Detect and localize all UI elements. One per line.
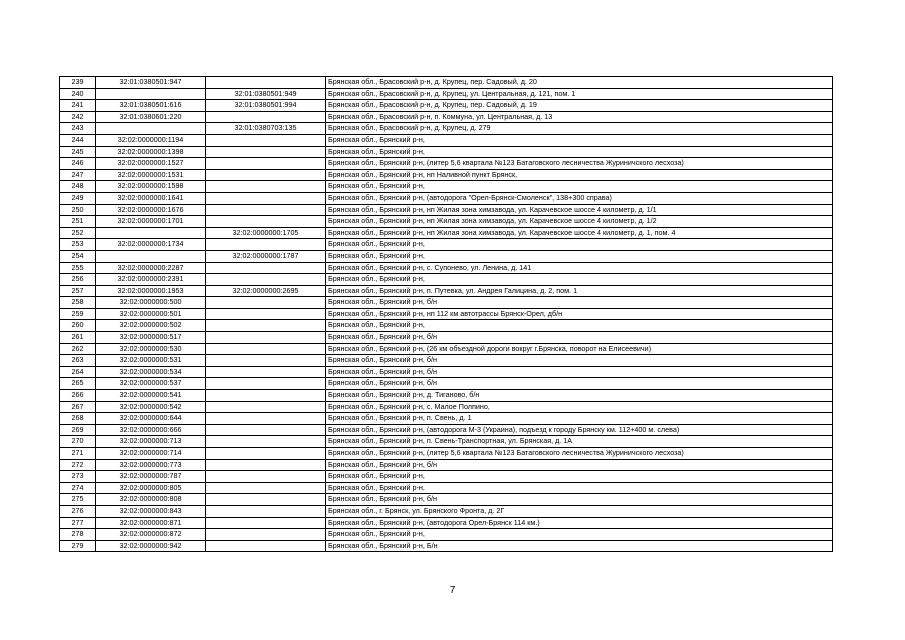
table-row xyxy=(60,540,833,552)
address-cell: Брянская обл., Брянский р-н, xyxy=(326,181,833,193)
address-cell: Брянская обл., Брянский р-н, (26 км объездной дороги вокруг г.Брянска, поворот на Елисеевичи) xyxy=(326,343,833,355)
address-cell: Брянская обл., Брянский р-н, xyxy=(326,471,833,483)
address-cell: Брянская обл., Брянский р-н, xyxy=(326,274,833,286)
row-number-cell: 266 xyxy=(60,390,96,402)
old-cadastral-number-cell: 32:02:0000000:1598 xyxy=(96,181,206,193)
old-cadastral-number-cell: 32:01:0380501:616 xyxy=(96,100,206,112)
row-number-cell: 244 xyxy=(60,134,96,146)
address-cell: Брянская обл., Брянский р-н, б/н xyxy=(326,366,833,378)
new-cadastral-number-cell: 32:01:0380703:135 xyxy=(206,123,326,135)
table-row xyxy=(60,401,833,413)
old-cadastral-number-cell: 32:02:0000000:541 xyxy=(96,390,206,402)
new-cadastral-number-cell xyxy=(206,540,326,552)
old-cadastral-number-cell: 32:02:0000000:1531 xyxy=(96,169,206,181)
row-number-cell: 251 xyxy=(60,216,96,228)
address-cell: Брянская обл., Брасовский р-н, п. Коммуна, ул. Центральная, д. 13 xyxy=(326,111,833,123)
old-cadastral-number-cell: 32:02:0000000:787 xyxy=(96,471,206,483)
new-cadastral-number-cell: 32:02:0000000:1787 xyxy=(206,250,326,262)
address-cell: Брянская обл., Брянский р-н, б/н xyxy=(326,378,833,390)
row-number-cell: 273 xyxy=(60,471,96,483)
old-cadastral-number-cell xyxy=(96,88,206,100)
table-row xyxy=(60,448,833,460)
address-cell: Брянская обл., Брянский р-н, д. Тиганово, б/н xyxy=(326,390,833,402)
address-cell: Брянская обл., Брянский р-н, б/н xyxy=(326,332,833,344)
new-cadastral-number-cell xyxy=(206,332,326,344)
address-cell: Брянская обл., Брянский р-н, Б/н xyxy=(326,540,833,552)
address-cell: Брянская обл., Брянский р-н, (литер 5,6 квартала №123 Батаговского лесничества Журиничского лесхоза) xyxy=(326,448,833,460)
row-number-cell: 239 xyxy=(60,77,96,89)
table-row xyxy=(60,494,833,506)
address-cell: Брянская обл., Брянский р-н, (автодорога "Орел-Брянск-Смоленск", 138+300 справа) xyxy=(326,192,833,204)
row-number-cell: 257 xyxy=(60,285,96,297)
old-cadastral-number-cell: 32:02:0000000:517 xyxy=(96,332,206,344)
row-number-cell: 278 xyxy=(60,529,96,541)
new-cadastral-number-cell xyxy=(206,366,326,378)
row-number-cell: 261 xyxy=(60,332,96,344)
address-cell: Брянская обл., Брянский р-н, б/н xyxy=(326,297,833,309)
old-cadastral-number-cell: 32:02:0000000:1527 xyxy=(96,158,206,170)
address-cell: Брянская обл., Брянский р-н, нп Жилая зона химзавода, ул. Карачевское шоссе 4 километр, д. 1/2 xyxy=(326,216,833,228)
row-number-cell: 248 xyxy=(60,181,96,193)
table-row xyxy=(60,390,833,402)
row-number-cell: 276 xyxy=(60,505,96,517)
address-cell: Брянская обл., Брянский р-н, с. Супонево, ул. Ленина, д. 141 xyxy=(326,262,833,274)
table-row xyxy=(60,250,833,262)
address-cell: Брянская обл., г. Брянск, ул. Брянского Фронта, д. 2Г xyxy=(326,505,833,517)
table-body xyxy=(60,77,833,552)
table-row xyxy=(60,308,833,320)
new-cadastral-number-cell xyxy=(206,77,326,89)
address-cell: Брянская обл., Брасовский р-н, д. Крупец, пер. Садовый, д. 20 xyxy=(326,77,833,89)
row-number-cell: 240 xyxy=(60,88,96,100)
new-cadastral-number-cell xyxy=(206,471,326,483)
address-cell: Брянская обл., Брянский р-н, xyxy=(326,134,833,146)
address-cell: Брянская обл., Брянский р-н, нп Наливной пункт Брянск, xyxy=(326,169,833,181)
new-cadastral-number-cell xyxy=(206,158,326,170)
row-number-cell: 264 xyxy=(60,366,96,378)
address-cell: Брянская обл., Брянский р-н, нп Жилая зона химзавода, ул. Карачевское шоссе 4 километр, д. 1/1 xyxy=(326,204,833,216)
row-number-cell: 250 xyxy=(60,204,96,216)
new-cadastral-number-cell xyxy=(206,204,326,216)
table-row xyxy=(60,378,833,390)
address-cell: Брянская обл., Брянский р-н, (литер 5,6 квартала №123 Батаговского лесничества Журиничского лесхоза) xyxy=(326,158,833,170)
old-cadastral-number-cell: 32:02:0000000:1398 xyxy=(96,146,206,158)
table-row xyxy=(60,285,833,297)
row-number-cell: 242 xyxy=(60,111,96,123)
row-number-cell: 279 xyxy=(60,540,96,552)
address-cell: Брянская обл., Брасовский р-н, д. Крупец, д. 279 xyxy=(326,123,833,135)
new-cadastral-number-cell xyxy=(206,308,326,320)
row-number-cell: 256 xyxy=(60,274,96,286)
new-cadastral-number-cell xyxy=(206,459,326,471)
table-row xyxy=(60,158,833,170)
new-cadastral-number-cell xyxy=(206,494,326,506)
old-cadastral-number-cell xyxy=(96,250,206,262)
row-number-cell: 268 xyxy=(60,413,96,425)
old-cadastral-number-cell: 32:02:0000000:871 xyxy=(96,517,206,529)
table-row xyxy=(60,471,833,483)
old-cadastral-number-cell: 32:02:0000000:808 xyxy=(96,494,206,506)
row-number-cell: 249 xyxy=(60,192,96,204)
old-cadastral-number-cell: 32:02:0000000:666 xyxy=(96,424,206,436)
table-row xyxy=(60,181,833,193)
row-number-cell: 254 xyxy=(60,250,96,262)
old-cadastral-number-cell: 32:02:0000000:1734 xyxy=(96,239,206,251)
old-cadastral-number-cell: 32:02:0000000:501 xyxy=(96,308,206,320)
address-cell: Брянская обл., Брасовский р-н, д. Крупец, ул. Центральная, д. 121, пом. 1 xyxy=(326,88,833,100)
address-cell: Брянская обл., Брянский р-н, нп Жилая зона химзавода, ул. Карачевское шоссе 4 километр, д. 1, пом. 4 xyxy=(326,227,833,239)
old-cadastral-number-cell: 32:02:0000000:1641 xyxy=(96,192,206,204)
table-row xyxy=(60,216,833,228)
table-row xyxy=(60,332,833,344)
row-number-cell: 245 xyxy=(60,146,96,158)
address-cell: Брянская обл., Брянский р-н, xyxy=(326,529,833,541)
table-row xyxy=(60,100,833,112)
new-cadastral-number-cell xyxy=(206,320,326,332)
row-number-cell: 274 xyxy=(60,482,96,494)
new-cadastral-number-cell xyxy=(206,343,326,355)
address-cell: Брянская обл., Брянский р-н, п. Свень, д. 1 xyxy=(326,413,833,425)
row-number-cell: 241 xyxy=(60,100,96,112)
old-cadastral-number-cell xyxy=(96,123,206,135)
table-row xyxy=(60,134,833,146)
table-row xyxy=(60,123,833,135)
old-cadastral-number-cell: 32:02:0000000:2287 xyxy=(96,262,206,274)
table-row xyxy=(60,436,833,448)
table-row xyxy=(60,343,833,355)
old-cadastral-number-cell: 32:02:0000000:542 xyxy=(96,401,206,413)
table-row xyxy=(60,88,833,100)
old-cadastral-number-cell: 32:01:0380601:220 xyxy=(96,111,206,123)
row-number-cell: 247 xyxy=(60,169,96,181)
old-cadastral-number-cell: 32:02:0000000:500 xyxy=(96,297,206,309)
cadastral-table xyxy=(59,76,833,552)
row-number-cell: 263 xyxy=(60,355,96,367)
new-cadastral-number-cell xyxy=(206,413,326,425)
old-cadastral-number-cell: 32:02:0000000:534 xyxy=(96,366,206,378)
table-row xyxy=(60,204,833,216)
new-cadastral-number-cell xyxy=(206,181,326,193)
table-row xyxy=(60,366,833,378)
address-cell: Брянская обл., Брянский р-н, п. Свень-Транспортная, ул. Брянская, д. 1А xyxy=(326,436,833,448)
row-number-cell: 275 xyxy=(60,494,96,506)
old-cadastral-number-cell: 32:02:0000000:1676 xyxy=(96,204,206,216)
row-number-cell: 270 xyxy=(60,436,96,448)
row-number-cell: 265 xyxy=(60,378,96,390)
table-row xyxy=(60,320,833,332)
address-cell: Брянская обл., Брасовский р-н, д. Крупец, пер. Садовый, д. 19 xyxy=(326,100,833,112)
table-row xyxy=(60,77,833,89)
new-cadastral-number-cell xyxy=(206,505,326,517)
old-cadastral-number-cell: 32:02:0000000:713 xyxy=(96,436,206,448)
new-cadastral-number-cell xyxy=(206,239,326,251)
address-cell: Брянская обл., Брянский р-н, нп 112 км автотрассы Брянск-Орел, дб/н xyxy=(326,308,833,320)
address-cell: Брянская обл., Брянский р-н, б/н xyxy=(326,494,833,506)
new-cadastral-number-cell xyxy=(206,390,326,402)
old-cadastral-number-cell: 32:02:0000000:773 xyxy=(96,459,206,471)
new-cadastral-number-cell xyxy=(206,482,326,494)
row-number-cell: 271 xyxy=(60,448,96,460)
table-row xyxy=(60,169,833,181)
address-cell: Брянская обл., Брянский р-н, xyxy=(326,482,833,494)
address-cell: Брянская обл., Брянский р-н, (автодорога М-3 (Украина), подъезд к городу Брянску км. 112+400 м. слева) xyxy=(326,424,833,436)
table-row xyxy=(60,111,833,123)
old-cadastral-number-cell: 32:02:0000000:942 xyxy=(96,540,206,552)
new-cadastral-number-cell xyxy=(206,111,326,123)
table-row xyxy=(60,274,833,286)
table-row xyxy=(60,227,833,239)
table-row xyxy=(60,297,833,309)
row-number-cell: 253 xyxy=(60,239,96,251)
address-cell: Брянская обл., Брянский р-н, б/н xyxy=(326,355,833,367)
row-number-cell: 252 xyxy=(60,227,96,239)
new-cadastral-number-cell xyxy=(206,529,326,541)
row-number-cell: 243 xyxy=(60,123,96,135)
new-cadastral-number-cell xyxy=(206,355,326,367)
new-cadastral-number-cell xyxy=(206,262,326,274)
old-cadastral-number-cell: 32:02:0000000:805 xyxy=(96,482,206,494)
old-cadastral-number-cell: 32:02:0000000:714 xyxy=(96,448,206,460)
row-number-cell: 260 xyxy=(60,320,96,332)
address-cell: Брянская обл., Брянский р-н, xyxy=(326,146,833,158)
table-row xyxy=(60,239,833,251)
new-cadastral-number-cell: 32:02:0000000:2695 xyxy=(206,285,326,297)
old-cadastral-number-cell xyxy=(96,227,206,239)
table-row xyxy=(60,459,833,471)
new-cadastral-number-cell xyxy=(206,448,326,460)
row-number-cell: 262 xyxy=(60,343,96,355)
new-cadastral-number-cell: 32:01:0380501:949 xyxy=(206,88,326,100)
new-cadastral-number-cell xyxy=(206,378,326,390)
table-row xyxy=(60,517,833,529)
row-number-cell: 258 xyxy=(60,297,96,309)
old-cadastral-number-cell: 32:02:0000000:537 xyxy=(96,378,206,390)
new-cadastral-number-cell xyxy=(206,297,326,309)
address-cell: Брянская обл., Брянский р-н, xyxy=(326,239,833,251)
table-row xyxy=(60,529,833,541)
old-cadastral-number-cell: 32:02:0000000:2391 xyxy=(96,274,206,286)
new-cadastral-number-cell xyxy=(206,274,326,286)
row-number-cell: 272 xyxy=(60,459,96,471)
old-cadastral-number-cell: 32:02:0000000:1953 xyxy=(96,285,206,297)
old-cadastral-number-cell: 32:02:0000000:530 xyxy=(96,343,206,355)
new-cadastral-number-cell xyxy=(206,192,326,204)
address-cell: Брянская обл., Брянский р-н, с. Малое Полпино, xyxy=(326,401,833,413)
table-row xyxy=(60,413,833,425)
new-cadastral-number-cell xyxy=(206,517,326,529)
table-row xyxy=(60,424,833,436)
table-row xyxy=(60,146,833,158)
old-cadastral-number-cell: 32:02:0000000:531 xyxy=(96,355,206,367)
new-cadastral-number-cell xyxy=(206,436,326,448)
address-cell: Брянская обл., Брянский р-н, б/н xyxy=(326,459,833,471)
new-cadastral-number-cell xyxy=(206,169,326,181)
row-number-cell: 269 xyxy=(60,424,96,436)
table-row xyxy=(60,482,833,494)
row-number-cell: 255 xyxy=(60,262,96,274)
table-row xyxy=(60,355,833,367)
old-cadastral-number-cell: 32:01:0380501:947 xyxy=(96,77,206,89)
table-row xyxy=(60,192,833,204)
address-cell: Брянская обл., Брянский р-н, xyxy=(326,250,833,262)
page-number: 7 xyxy=(449,585,456,596)
address-cell: Брянская обл., Брянский р-н, (автодорога Орел-Брянск 114 км.) xyxy=(326,517,833,529)
new-cadastral-number-cell xyxy=(206,216,326,228)
address-cell: Брянская обл., Брянский р-н, xyxy=(326,320,833,332)
table-row xyxy=(60,505,833,517)
new-cadastral-number-cell xyxy=(206,424,326,436)
old-cadastral-number-cell: 32:02:0000000:1194 xyxy=(96,134,206,146)
old-cadastral-number-cell: 32:02:0000000:644 xyxy=(96,413,206,425)
old-cadastral-number-cell: 32:02:0000000:843 xyxy=(96,505,206,517)
old-cadastral-number-cell: 32:02:0000000:1701 xyxy=(96,216,206,228)
row-number-cell: 277 xyxy=(60,517,96,529)
old-cadastral-number-cell: 32:02:0000000:502 xyxy=(96,320,206,332)
row-number-cell: 267 xyxy=(60,401,96,413)
new-cadastral-number-cell xyxy=(206,401,326,413)
new-cadastral-number-cell: 32:01:0380501:994 xyxy=(206,100,326,112)
new-cadastral-number-cell xyxy=(206,134,326,146)
old-cadastral-number-cell: 32:02:0000000:872 xyxy=(96,529,206,541)
table-row xyxy=(60,262,833,274)
row-number-cell: 259 xyxy=(60,308,96,320)
new-cadastral-number-cell xyxy=(206,146,326,158)
new-cadastral-number-cell: 32:02:0000000:1705 xyxy=(206,227,326,239)
address-cell: Брянская обл., Брянский р-н, п. Путевка, ул. Андрея Галицина, д. 2, пом. 1 xyxy=(326,285,833,297)
row-number-cell: 246 xyxy=(60,158,96,170)
